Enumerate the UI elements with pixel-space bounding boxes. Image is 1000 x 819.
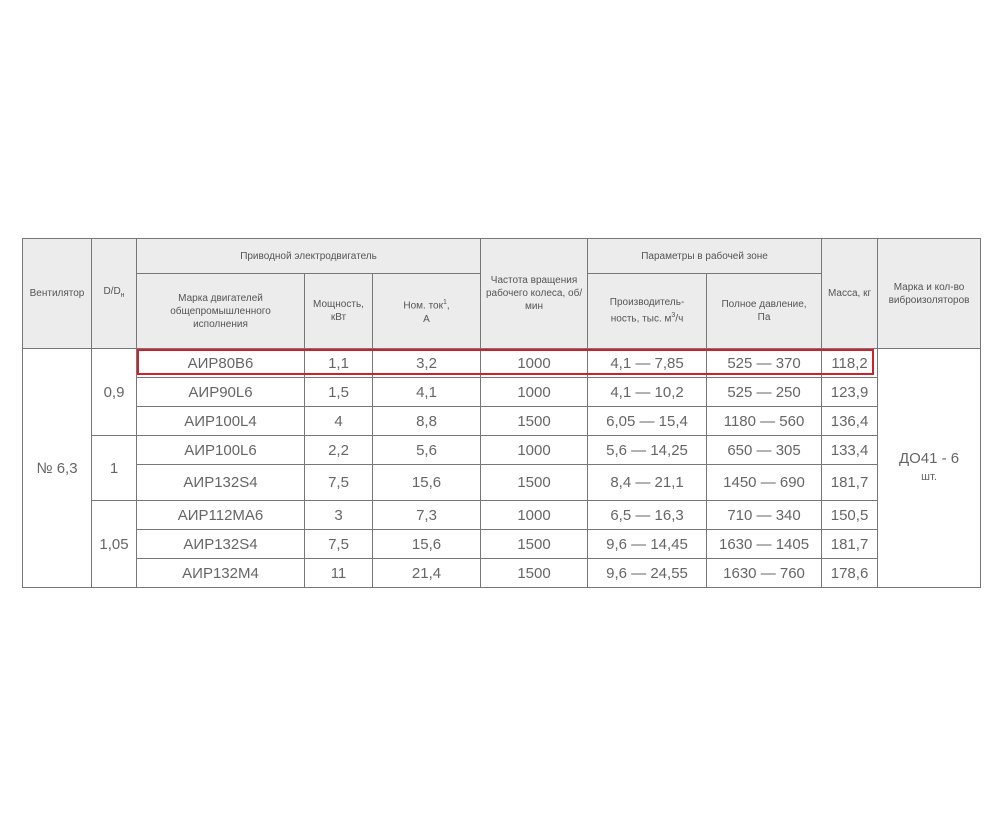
d-dn-value: 0,9: [92, 349, 137, 436]
header-fan: Вентилятор: [23, 239, 92, 349]
capacity-cell: 5,6 — 14,25: [588, 436, 707, 465]
header-capacity: Производитель-ность, тыс. $м^3/ч$: [588, 274, 707, 349]
power-cell: 2,2: [305, 436, 373, 465]
pressure-cell: 1630 — 1405: [707, 530, 822, 559]
mass-cell: 123,9: [822, 378, 878, 407]
power-cell: 11: [305, 559, 373, 588]
motor-cell: АИР132S4: [137, 465, 305, 501]
table-row: [23, 407, 981, 436]
rpm-cell: 1500: [481, 407, 588, 436]
power-cell: 7,5: [305, 465, 373, 501]
pressure-cell: 1180 — 560: [707, 407, 822, 436]
mass-cell: 178,6: [822, 559, 878, 588]
table-row: [23, 530, 981, 559]
motor-cell: АИР100L4: [137, 407, 305, 436]
mass-cell: 181,7: [822, 530, 878, 559]
capacity-cell: 9,6 — 24,55: [588, 559, 707, 588]
header-power: Мощность, кВт: [305, 274, 373, 349]
rpm-cell: 1500: [481, 465, 588, 501]
mass-cell: 118,2: [822, 349, 878, 378]
capacity-cell: 4,1 — 10,2: [588, 378, 707, 407]
current-cell: 7,3: [373, 501, 481, 530]
pressure-cell: 710 — 340: [707, 501, 822, 530]
table-row: [23, 501, 981, 530]
table-row: [23, 559, 981, 588]
rpm-cell: 1500: [481, 530, 588, 559]
header-pressure: Полное давление, Па: [707, 274, 822, 349]
rpm-cell: 1000: [481, 501, 588, 530]
mass-cell: 133,4: [822, 436, 878, 465]
table-row: [23, 378, 981, 407]
header-current: Ном. ток$^1$, А: [373, 274, 481, 349]
capacity-cell: 6,5 — 16,3: [588, 501, 707, 530]
header-work-params: Параметры в рабочей зоне: [588, 239, 822, 274]
table-row: [23, 349, 981, 378]
power-cell: 1,5: [305, 378, 373, 407]
mass-cell: 136,4: [822, 407, 878, 436]
motor-cell: АИР132М4: [137, 559, 305, 588]
table-row: [23, 465, 981, 501]
header-d-dn: $D/D_н$: [92, 239, 137, 349]
power-cell: 3: [305, 501, 373, 530]
table-row: [23, 436, 981, 465]
rpm-cell: 1500: [481, 559, 588, 588]
current-cell: 21,4: [373, 559, 481, 588]
vibro-value: ДО41 - 6 шт.: [878, 349, 981, 588]
pressure-cell: 525 — 370: [707, 349, 822, 378]
motor-cell: АИР100L6: [137, 436, 305, 465]
header-vibro: Марка и кол-во виброизоляторов: [878, 239, 981, 349]
capacity-cell: 9,6 — 14,45: [588, 530, 707, 559]
pressure-cell: 650 — 305: [707, 436, 822, 465]
current-cell: 15,6: [373, 465, 481, 501]
pressure-cell: 1630 — 760: [707, 559, 822, 588]
motor-cell: АИР80В6: [137, 349, 305, 378]
motor-cell: АИР132S4: [137, 530, 305, 559]
current-cell: 3,2: [373, 349, 481, 378]
current-cell: 8,8: [373, 407, 481, 436]
d-dn-value: 1: [92, 436, 137, 501]
power-cell: 7,5: [305, 530, 373, 559]
power-cell: 4: [305, 407, 373, 436]
capacity-cell: 4,1 — 7,85: [588, 349, 707, 378]
fan-number: № 6,3: [23, 349, 92, 588]
pressure-cell: 1450 — 690: [707, 465, 822, 501]
mass-cell: 150,5: [822, 501, 878, 530]
power-cell: 1,1: [305, 349, 373, 378]
current-cell: 15,6: [373, 530, 481, 559]
fan-spec-table: [22, 238, 981, 588]
rpm-cell: 1000: [481, 436, 588, 465]
header-motor-brand: Марка двигателей общепромышленного исполнения: [137, 274, 305, 349]
motor-cell: АИР112МА6: [137, 501, 305, 530]
header-drive-motor: Приводной электродвигатель: [137, 239, 481, 274]
header-mass: Масса, кг: [822, 239, 878, 349]
capacity-cell: 6,05 — 15,4: [588, 407, 707, 436]
motor-cell: АИР90L6: [137, 378, 305, 407]
rpm-cell: 1000: [481, 349, 588, 378]
current-cell: 4,1: [373, 378, 481, 407]
pressure-cell: 525 — 250: [707, 378, 822, 407]
mass-cell: 181,7: [822, 465, 878, 501]
header-rotation: Частота вращения рабочего колеса, об/мин: [481, 239, 588, 349]
rpm-cell: 1000: [481, 378, 588, 407]
capacity-cell: 8,4 — 21,1: [588, 465, 707, 501]
d-dn-value: 1,05: [92, 501, 137, 588]
current-cell: 5,6: [373, 436, 481, 465]
